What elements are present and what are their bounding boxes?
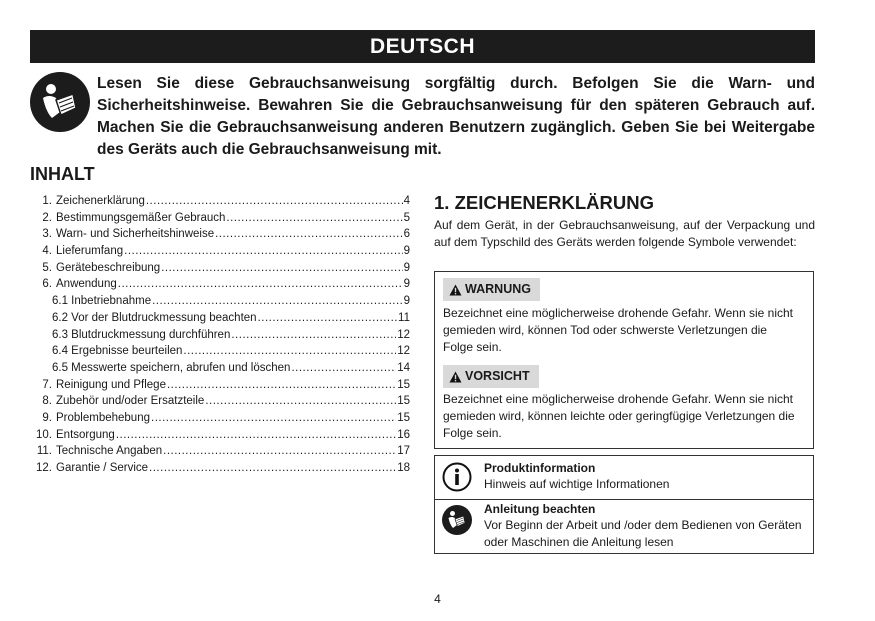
toc-entry-number: 9. (42, 411, 52, 424)
toc-entry-number: 8. (42, 395, 52, 408)
toc-entry-page: 12 (397, 345, 410, 358)
toc-entry-number: 6. (42, 278, 52, 291)
toc-entry-page: 4 (403, 195, 410, 207)
manual-notice-title: Anleitung beachten (484, 502, 596, 516)
toc-entry-page: 6 (403, 228, 410, 241)
toc-entry-page: 9 (403, 245, 410, 258)
toc-entry-page: 14 (397, 361, 410, 374)
toc-entry-page: 11 (398, 311, 410, 324)
toc-leader-dots (183, 343, 396, 360)
toc-entry-title: Bestimmungsgemäßer Gebrauch (56, 211, 226, 224)
toc-entry-page: 17 (397, 445, 410, 458)
toc-leader-dots (215, 226, 403, 243)
manual-notice-description: Vor Beginn der Arbeit und /oder dem Bedienen von Geräten oder Maschinen die Anleitung lesen (484, 518, 802, 549)
toc-entry-title: Lieferumfang (56, 245, 124, 258)
toc-entry-title: Problembehebung (56, 411, 150, 424)
toc-entry-title: Gerätebeschreibung (56, 261, 161, 274)
toc-entry-number: 12. (36, 462, 52, 474)
toc-entry-number: 11. (36, 445, 52, 458)
toc-entry-page: 9 (403, 278, 410, 291)
toc-entry-number: 10. (36, 428, 52, 441)
toc-entry-title: Garantie / Service (56, 462, 149, 474)
toc-entry-page: 18 (397, 462, 410, 474)
toc-leader-dots (231, 327, 396, 344)
toc-entry-number: 7. (42, 378, 52, 391)
toc-entry-number: 5. (42, 261, 52, 274)
caution-label-text: VORSICHT (465, 369, 530, 383)
product-info-title: Produktinformation (484, 461, 596, 475)
toc-entry (30, 210, 410, 227)
toc-entry-page: 9 (403, 295, 410, 308)
toc-entry-page: 15 (397, 411, 410, 424)
toc-leader-dots (149, 460, 396, 477)
toc-heading: INHALT (30, 164, 95, 184)
product-info-description: Hinweis auf wichtige Informationen (484, 477, 670, 491)
toc-entry (30, 360, 410, 377)
section-intro: Auf dem Gerät, in der Gebrauchsanweisung, auf der Verpackung und auf dem Typschild des Geräts werden folgende Symbole verwendet: (434, 218, 815, 249)
toc-entry (30, 260, 410, 277)
toc-leader-dots (118, 276, 403, 293)
toc-leader-dots (152, 293, 402, 310)
toc-entry-title: 6.1 Inbetriebnahme (52, 295, 152, 308)
toc-leader-dots (258, 310, 397, 327)
intro-notice: Lesen Sie diese Gebrauchsanweisung sorgfältig durch. Befolgen Sie die Warn- und Sicherheitshinweise. Bewahren Sie die Gebrauchsanweisung für den späteren Gebrauch auf. Machen Sie die Gebrauchsanweisung anderen Benutzern zugänglich. Geben Sie bei Weitergabe des Geräts auch die Gebrauchsanweisung mit. (97, 75, 815, 158)
toc-entry-title: Reinigung und Pflege (56, 378, 166, 391)
toc-entry-title: Zubehör und/oder Ersatzteile (56, 395, 205, 408)
toc-entry (30, 293, 410, 310)
toc-entry (30, 377, 410, 394)
read-manual-icon (30, 72, 90, 132)
toc-entry-title: 6.5 Messwerte speichern, abrufen und löschen (52, 361, 291, 374)
toc-entry (30, 243, 410, 260)
table-of-contents (30, 193, 410, 477)
toc-entry-title: Warn- und Sicherheitshinweise (56, 228, 215, 241)
signal-words-box (434, 271, 814, 449)
toc-entry-title: Entsorgung (56, 428, 115, 441)
toc-entry-number: 4. (42, 245, 52, 258)
info-icon (442, 462, 472, 497)
toc-entry-title: 6.4 Ergebnisse beurteilen (52, 345, 183, 358)
toc-leader-dots (205, 393, 396, 410)
caution-description: Bezeichnet eine möglicherweise drohende Gefahr. Wenn sie nicht gemieden wird, können leichte oder geringfügige Verletzungen die Folge sein. (443, 392, 795, 440)
toc-entry-title: Technische Angaben (56, 445, 163, 458)
toc-entry (30, 393, 410, 410)
toc-entry (30, 193, 410, 210)
toc-entry (30, 276, 410, 293)
warning-description: Bezeichnet eine möglicherweise drohende Gefahr. Wenn sie nicht gemieden wird, können Tod oder schwerste Verletzungen die Folge sein. (443, 306, 793, 354)
page-number: 4 (434, 592, 441, 606)
toc-entry-page: 5 (403, 211, 410, 224)
toc-entry-title: Zeichenerklärung (56, 195, 145, 207)
toc-leader-dots (116, 427, 396, 444)
warning-label-text: WARNUNG (465, 282, 531, 296)
toc-leader-dots (124, 243, 402, 260)
toc-entry (30, 443, 410, 460)
symbols-box (434, 455, 814, 554)
warning-triangle-icon (449, 371, 462, 383)
toc-entry-page: 12 (397, 328, 410, 341)
toc-leader-dots (167, 377, 396, 394)
toc-entry-title: 6.2 Vor der Blutdruckmessung beachten (52, 311, 257, 324)
toc-leader-dots (161, 260, 402, 277)
toc-leader-dots (163, 443, 396, 460)
toc-entry (30, 410, 410, 427)
warning-label (443, 278, 540, 301)
toc-leader-dots (146, 193, 403, 210)
toc-entry (30, 226, 410, 243)
read-manual-icon (442, 505, 472, 540)
toc-leader-dots (226, 210, 402, 227)
toc-entry (30, 460, 410, 477)
toc-entry (30, 343, 410, 360)
toc-entry (30, 310, 410, 327)
toc-entry-page: 15 (397, 378, 410, 391)
toc-entry-number: 3. (42, 228, 52, 241)
toc-entry-page: 15 (397, 395, 410, 408)
toc-entry (30, 427, 410, 444)
toc-leader-dots (291, 360, 396, 377)
divider (435, 499, 813, 500)
toc-entry-number: 1. (42, 195, 52, 207)
toc-leader-dots (151, 410, 396, 427)
toc-entry-title: Anwendung (56, 278, 117, 291)
caution-label (443, 365, 539, 388)
toc-entry (30, 327, 410, 344)
toc-entry-page: 9 (403, 261, 410, 274)
warning-triangle-icon (449, 284, 462, 296)
toc-entry-page: 16 (397, 428, 410, 441)
toc-entry-number: 2. (42, 211, 52, 224)
section-heading: 1. ZEICHENERKLÄRUNG (434, 192, 654, 213)
language-banner: DEUTSCH (30, 30, 815, 63)
toc-entry-title: 6.3 Blutdruckmessung durchführen (52, 328, 231, 341)
